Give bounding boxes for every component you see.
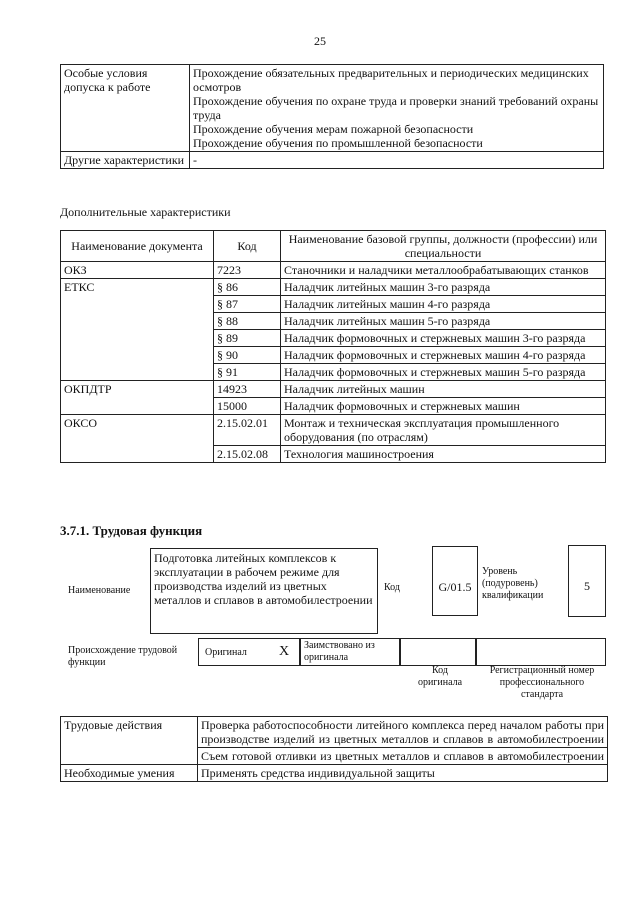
name-cell: Наладчик формовочных и стержневых машин [281,398,606,415]
table-row [61,415,606,446]
name-cell: Наладчик формовочных и стержневых машин 4-го разряда [281,347,606,364]
code-cell: § 89 [214,330,281,347]
table-row [61,262,606,279]
header-code: Код [214,231,281,262]
table-row [61,717,608,748]
original-mark: X [279,644,290,659]
skills-label: Необходимые умения [61,765,198,782]
original-label: Оригинал [205,647,247,658]
additional-table [60,230,606,463]
name-cell: Наладчик литейных машин 4-го разряда [281,296,606,313]
borrowed-label: Заимствовано из оригинала [300,638,400,666]
level-value: 5 [568,545,606,617]
condition-line: Прохождение обучения по охране труда и проверки знаний требований охраны труда [193,94,599,122]
code-cell: 14923 [214,381,281,398]
code-cell: 2.15.02.01 [214,415,281,446]
name-cell: Станочники и наладчики металлообрабатывающих станков [281,262,606,279]
origin-code-box [400,638,476,666]
actions-label: Трудовые действия [61,717,198,765]
name-label: Наименование [68,585,131,596]
condition-line: Прохождение обязательных предварительных и периодических медицинских осмотров [193,66,589,94]
name-cell: Монтаж и техническая эксплуатация промышленного оборудования (по отраслям) [281,415,606,446]
name-cell: Наладчик формовочных и стержневых машин 5-го разряда [281,364,606,381]
name-cell: Наладчик формовочных и стержневых машин 3-го разряда [281,330,606,347]
conditions-table [60,64,604,169]
table-row [61,765,608,782]
level-label: Уровень (подуровень) квалификации [482,566,544,601]
code-cell: 15000 [214,398,281,415]
conditions-cell [190,65,604,152]
doc-cell: ОКЗ [61,262,214,279]
name-cell: Технология машиностроения [281,446,606,463]
other-value: - [190,152,604,169]
header-doc: Наименование документа [61,231,214,262]
code-cell: § 87 [214,296,281,313]
code-cell: § 90 [214,347,281,364]
code-cell: § 88 [214,313,281,330]
function-code: G/01.5 [432,546,478,616]
doc-cell: ЕТКС [61,279,214,381]
original-box [198,638,300,666]
code-cell: § 86 [214,279,281,296]
other-label: Другие характеристики [61,152,190,169]
doc-cell: ОКСО [61,415,214,463]
origin-label: Происхождение трудовой функции [68,645,178,668]
table-row [61,152,604,169]
header-name: Наименование базовой группы, должности (профессии) или специальности [281,231,606,262]
table-row [61,65,604,152]
skill-text: Применять средства индивидуальной защиты [198,765,608,782]
table-row [61,279,606,296]
table-row [61,381,606,398]
function-name: Подготовка литейных комплексов к эксплуатации в рабочем режиме для производства изделий из цветных металлов и сплавов в автомобилестроении [150,548,378,634]
code-cell: 2.15.02.08 [214,446,281,463]
name-cell: Наладчик литейных машин 5-го разряда [281,313,606,330]
function-heading: 3.7.1. Трудовая функция [60,523,203,538]
condition-line: Прохождение обучения по промышленной безопасности [193,136,483,150]
doc-cell: ОКПДТР [61,381,214,415]
conditions-label: Особые условия допуска к работе [61,65,190,152]
origin-code-label: Код оригинала [417,665,463,688]
name-cell: Наладчик литейных машин 3-го разряда [281,279,606,296]
name-cell: Наладчик литейных машин [281,381,606,398]
condition-line: Прохождение обучения мерам пожарной безопасности [193,122,474,136]
actions-table [60,716,608,782]
reg-number-label: Регистрационный номер профессионального стандарта [489,665,595,700]
code-cell: § 91 [214,364,281,381]
code-label: Код [384,582,400,593]
table-header-row [61,231,606,262]
action-text: Проверка работоспособности литейного комплекса перед началом работы при производстве изделий из цветных металлов и сплавов в автомобилестроении [198,717,608,748]
reg-number-box [476,638,606,666]
action-text: Съем готовой отливки из цветных металлов и сплавов в автомобилестроении [198,748,608,765]
page-number: 25 [314,34,326,48]
code-cell: 7223 [214,262,281,279]
additional-title: Дополнительные характеристики [60,205,231,219]
